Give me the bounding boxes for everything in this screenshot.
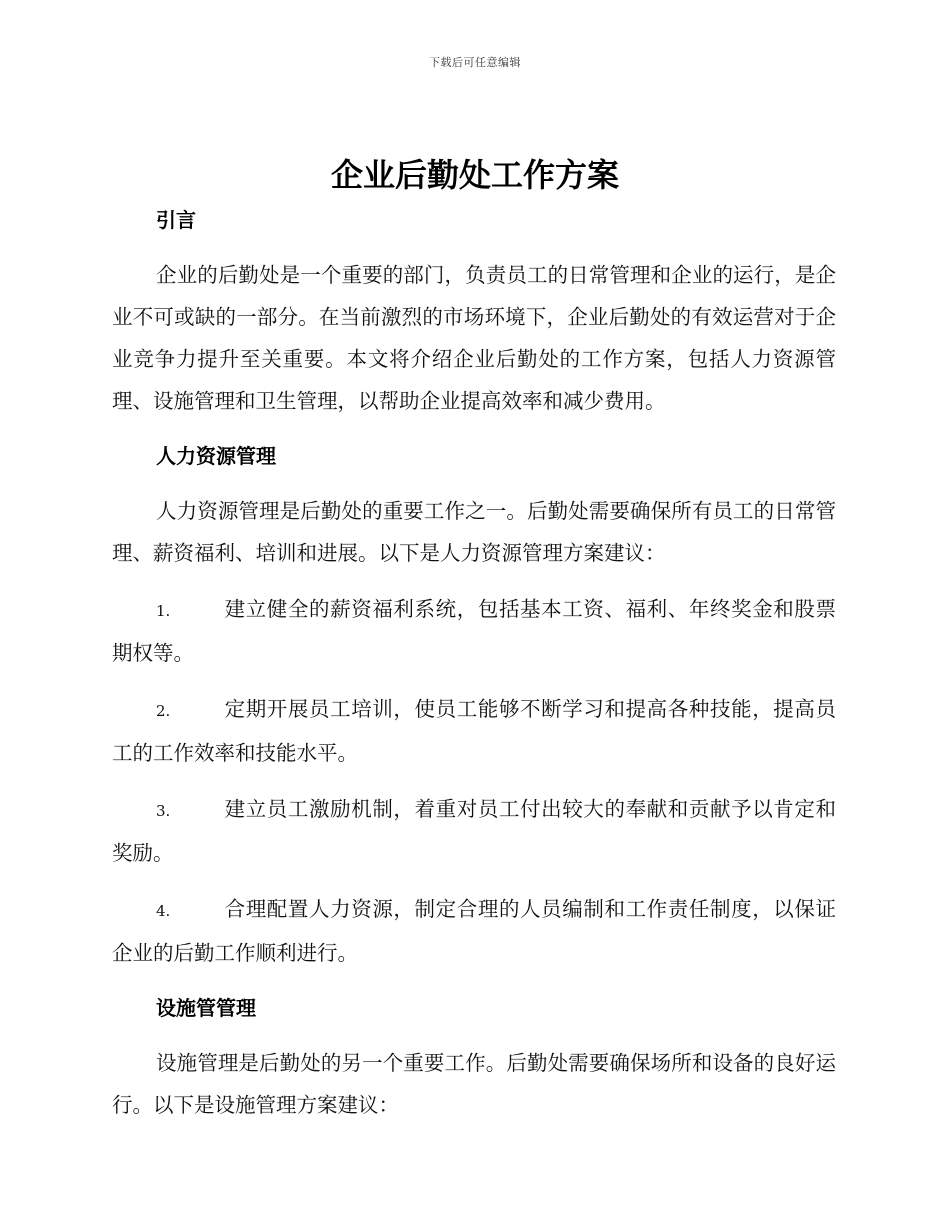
document-title: 企业后勤处工作方案 (330, 156, 619, 194)
list-item (112, 588, 836, 674)
list-item (112, 888, 836, 974)
list-text: 建立健全的薪资福利系统，包括基本工资、福利、年终奖金和股票期权等。 (112, 597, 836, 665)
facility-paragraph: 设施管理是后勤处的另一个重要工作。后勤处需要确保场所和设备的良好运行。以下是设施管理方案建议： (112, 1051, 836, 1117)
list-item (112, 788, 836, 874)
intro-paragraph: 企业的后勤处是一个重要的部门，负责员工的日常管理和企业的运行，是企业不可或缺的一部分。在当前激烈的市场环境下，企业后勤处的有效运营对于企业竞争力提升至关重要。本文将介绍企业后勤处的工作方案，包括人力资源管理、设施管理和卫生管理，以帮助企业提高效率和减少费用。 (112, 263, 836, 413)
list-number: 1. (156, 602, 171, 620)
list-text: 合理配置人力资源，制定合理的人员编制和工作责任制度，以保证企业的后勤工作顺利进行。 (112, 897, 836, 965)
header-note: 下载后可任意编辑 (429, 56, 521, 69)
list-text: 建立员工激励机制，着重对员工付出较大的奉献和贡献予以肯定和奖励。 (112, 797, 836, 865)
document-body (112, 200, 836, 1126)
list-number: 2. (156, 702, 171, 720)
section-heading-facility: 设施管管理 (156, 996, 256, 1020)
section-heading-hr: 人力资源管理 (156, 444, 276, 468)
list-number: 4. (156, 902, 171, 920)
hr-paragraph: 人力资源管理是后勤处的重要工作之一。后勤处需要确保所有员工的日常管理、薪资福利、培训和进展。以下是人力资源管理方案建议： (112, 499, 836, 565)
list-number: 3. (156, 802, 171, 820)
section-heading-intro: 引言 (156, 208, 196, 232)
list-item (112, 688, 836, 774)
list-text: 定期开展员工培训，使员工能够不断学习和提高各种技能，提高员工的工作效率和技能水平。 (112, 697, 836, 765)
